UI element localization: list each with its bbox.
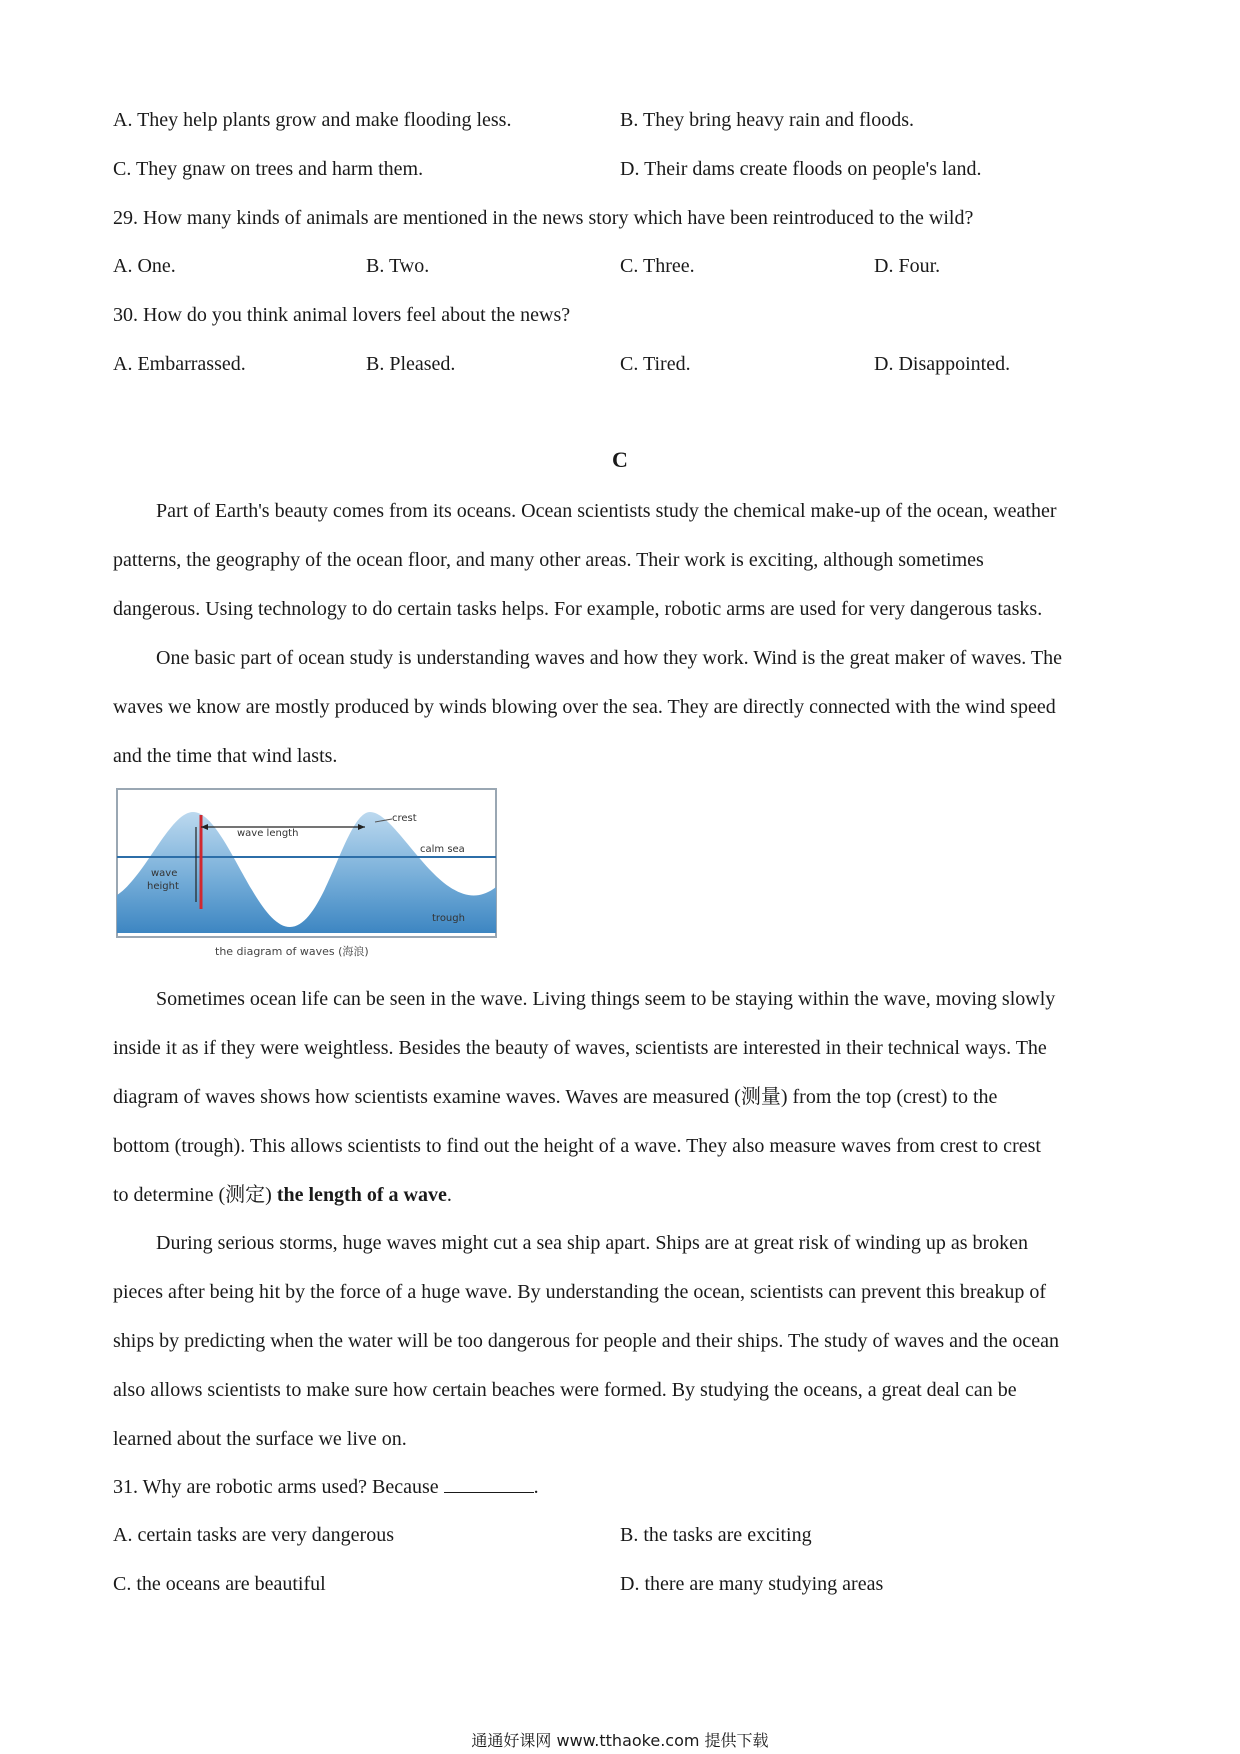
paragraph-line: also allows scientists to make sure how certain beaches were formed. By studying the oceans, a great deal can be <box>113 1379 1017 1401</box>
paragraph-line: Sometimes ocean life can be seen in the wave. Living things seem to be staying within the wave, moving slowly <box>156 988 1056 1010</box>
q28-option-a: A. They help plants grow and make flooding less. <box>113 109 512 131</box>
paragraph-2 <box>113 634 1129 781</box>
calm-sea-label: calm sea <box>420 844 465 855</box>
page-footer: 通通好课网 www.tthaoke.com 提供下载 <box>471 1731 769 1750</box>
wave-height-label: height <box>147 881 179 892</box>
paragraph-line: waves we know are mostly produced by winds blowing over the sea. They are directly connected with the wind speed <box>113 696 1056 718</box>
paragraph-1 <box>113 487 1129 634</box>
paragraph-4 <box>113 1219 1129 1464</box>
paragraph-line: During serious storms, huge waves might cut a sea ship apart. Ships are at great risk of winding up as broken <box>156 1232 1029 1254</box>
paragraph-line: and the time that wind lasts. <box>113 745 338 767</box>
paragraph-text: to determine (测定) <box>113 1184 277 1206</box>
section-heading: C <box>612 447 628 472</box>
q30-option-b: B. Pleased. <box>366 353 456 375</box>
q31-option-d: D. there are many studying areas <box>620 1573 884 1595</box>
q29-option-b: B. Two. <box>366 255 430 277</box>
q28-option-c: C. They gnaw on trees and harm them. <box>113 158 424 180</box>
paragraph-line: learned about the surface we live on. <box>113 1428 407 1450</box>
answer-blank <box>444 1474 534 1493</box>
q31-question-text: 31. Why are robotic arms used? Because <box>113 1476 439 1498</box>
q30-option-c: C. Tired. <box>620 353 691 375</box>
paragraph-3 <box>113 975 1129 1220</box>
q29-option-c: C. Three. <box>620 255 695 277</box>
q28-option-b: B. They bring heavy rain and floods. <box>620 109 915 131</box>
q29-question: 29. How many kinds of animals are mentioned in the news story which have been reintroduced to the wild? <box>113 207 974 229</box>
q29-option-d: D. Four. <box>874 255 941 277</box>
paragraph-line: Part of Earth's beauty comes from its oceans. Ocean scientists study the chemical make-up of the ocean, weather <box>156 500 1057 522</box>
paragraph-line: dangerous. Using technology to do certain tasks helps. For example, robotic arms are used for very dangerous tasks. <box>113 598 1043 620</box>
q31-question-end: . <box>533 1476 539 1498</box>
paragraph-line <box>113 1171 1129 1220</box>
trough-label: trough <box>432 913 465 924</box>
paragraph-line: ships by predicting when the water will be too dangerous for people and their ships. The study of waves and the ocean <box>113 1330 1060 1352</box>
paragraph-line: pieces after being hit by the force of a huge wave. By understanding the ocean, scientists can prevent this breakup of <box>113 1281 1047 1303</box>
diagram-caption: the diagram of waves (海浪) <box>215 945 369 958</box>
paragraph-line: patterns, the geography of the ocean floor, and many other areas. Their work is exciting, although sometimes <box>113 549 984 571</box>
q31-option-b: B. the tasks are exciting <box>620 1524 812 1546</box>
paragraph-line: inside it as if they were weightless. Besides the beauty of waves, scientists are interested in their technical ways. The <box>113 1037 1047 1059</box>
q29-option-a: A. One. <box>113 255 176 277</box>
q31-option-a: A. certain tasks are very dangerous <box>113 1524 394 1546</box>
wave-height-label: wave <box>151 868 178 879</box>
paragraph-text: . <box>446 1184 452 1206</box>
q28-option-d: D. Their dams create floods on people's land. <box>620 158 982 180</box>
q30-option-d: D. Disappointed. <box>874 353 1011 375</box>
crest-label: crest <box>392 813 417 824</box>
wave-length-label: wave length <box>237 828 299 839</box>
q30-question: 30. How do you think animal lovers feel about the news? <box>113 304 571 326</box>
paragraph-line: One basic part of ocean study is understanding waves and how they work. Wind is the great maker of waves. The <box>156 647 1062 669</box>
q31-question <box>113 1474 539 1499</box>
paragraph-line: diagram of waves shows how scientists examine waves. Waves are measured (测量) from the top (crest) to the <box>113 1086 998 1108</box>
paragraph-line: bottom (trough). This allows scientists to find out the height of a wave. They also measure waves from crest to crest <box>113 1135 1041 1157</box>
q30-option-a: A. Embarrassed. <box>113 353 246 375</box>
q31-option-c: C. the oceans are beautiful <box>113 1573 326 1595</box>
wave-diagram <box>115 787 498 959</box>
emphasized-phrase: the length of a wave <box>276 1184 447 1206</box>
